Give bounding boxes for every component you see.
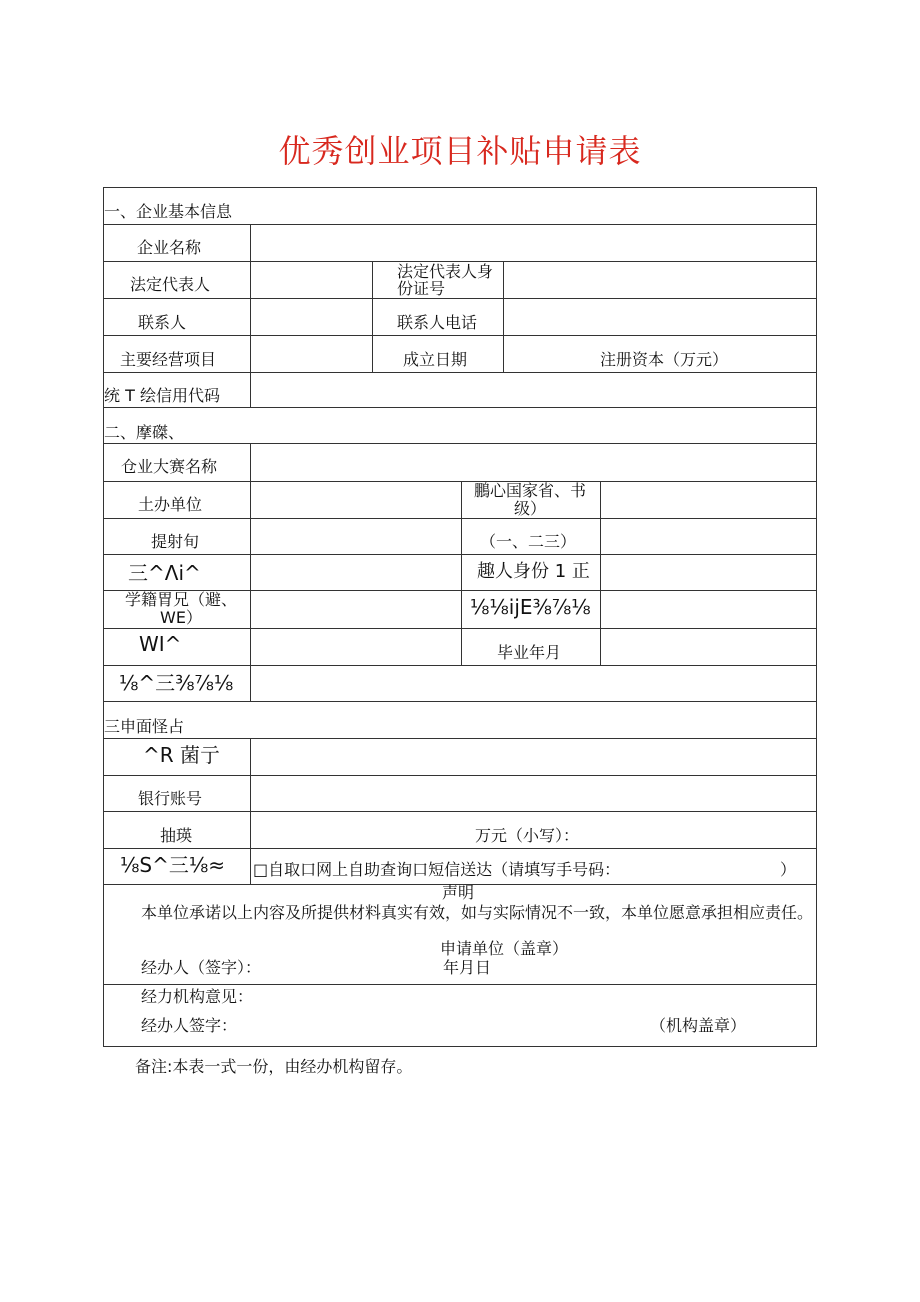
row-divider: [103, 701, 817, 702]
garbled-label-row6: ⅛⅛ijE⅜⅞⅛: [470, 595, 591, 619]
row-divider: [103, 848, 817, 849]
delivery-label: ⅛S^三⅛≈: [120, 853, 225, 877]
row-divider: [103, 738, 817, 739]
declaration-heading: 声明: [442, 883, 475, 902]
row-divider: [103, 443, 817, 444]
bank-label: ^R 菌亍: [143, 743, 221, 767]
row-divider: [103, 298, 817, 299]
award-label: 提射旬: [151, 532, 200, 551]
col-divider: [250, 738, 251, 884]
legal-rep-label: 法定代表人: [130, 275, 211, 294]
section2-header: 二、摩磔、: [104, 423, 185, 442]
row-divider: [103, 372, 817, 373]
amount-unit: 万元（小写）：: [475, 826, 580, 845]
col-divider: [600, 481, 601, 665]
col-divider: [372, 261, 373, 372]
col-divider: [250, 443, 251, 701]
competition-name-label: 仓业大赛名称: [121, 457, 218, 476]
award-grade-text: （一、二三）: [480, 532, 577, 551]
legal-rep-id-label: 法定代表人身份证号: [397, 262, 494, 298]
row-divider: [103, 984, 817, 985]
garbled-label-row8: ⅛^三⅜⅞⅛: [119, 671, 234, 695]
garbled-label-row7: WI^: [139, 632, 182, 656]
contact-phone-label: 联系人电话: [397, 313, 478, 332]
agency-stamp-label: （机构盖章）: [650, 1016, 747, 1035]
handler-signature-label: 经办人（签字）：: [141, 958, 262, 977]
amount-label: 抽瑛: [160, 826, 193, 845]
main-business-label: 主要经营项目: [120, 350, 217, 369]
graduation-label: 毕业年月: [497, 643, 562, 662]
row-divider: [103, 518, 817, 519]
applicant-label: 申请单位（盖章）: [440, 939, 569, 958]
delivery-close: ）: [780, 860, 797, 879]
form-title: 优秀创业项目补贴申请表: [278, 132, 642, 170]
row-divider: [103, 628, 817, 629]
delivery-options: □自取口网上自助查询口短信送达（请填写手号码：: [253, 860, 621, 879]
agency-signer-label: 经办人签字：: [141, 1016, 238, 1035]
col-divider: [503, 261, 504, 372]
date-label: 年月日: [443, 958, 492, 977]
garbled-label-row5: 三^Λi^: [128, 561, 201, 585]
row-divider: [103, 335, 817, 336]
row-divider: [103, 407, 817, 408]
established-date-label: 成立日期: [403, 350, 468, 369]
credit-code-label: 统 T 绘信用代码: [104, 386, 220, 405]
row-divider: [103, 811, 817, 812]
organizer-label: 土办单位: [138, 495, 203, 514]
identity-label: 趣人身份 1 正: [477, 561, 590, 582]
bank-account-label: 银行账号: [138, 789, 203, 808]
col-divider: [250, 224, 251, 407]
agency-opinion-label: 经力机构意见：: [141, 987, 254, 1006]
row-divider: [103, 665, 817, 666]
row-divider: [103, 554, 817, 555]
row-divider: [103, 224, 817, 225]
row-divider: [103, 481, 817, 482]
col-divider: [461, 481, 462, 665]
section3-header: 三申面怪占: [104, 717, 185, 736]
declaration-text: 本单位承诺以上内容及所提供材料真实有效，如与实际情况不一致，本单位愿意承担相应责任。: [141, 903, 814, 922]
education-label: 学籍胃兄（避、WE）: [124, 590, 237, 627]
competition-level-label: 鵬心国家省、书级）: [473, 481, 586, 518]
registered-capital-label: 注册资本（万元）: [600, 350, 729, 369]
section1-header: 一、企业基本信息: [104, 202, 233, 221]
contact-label: 联系人: [138, 313, 187, 332]
company-name-label: 企业名称: [137, 238, 202, 257]
row-divider: [103, 775, 817, 776]
footnote: 备注:本表一式一份，由经办机构留存。: [135, 1057, 413, 1076]
